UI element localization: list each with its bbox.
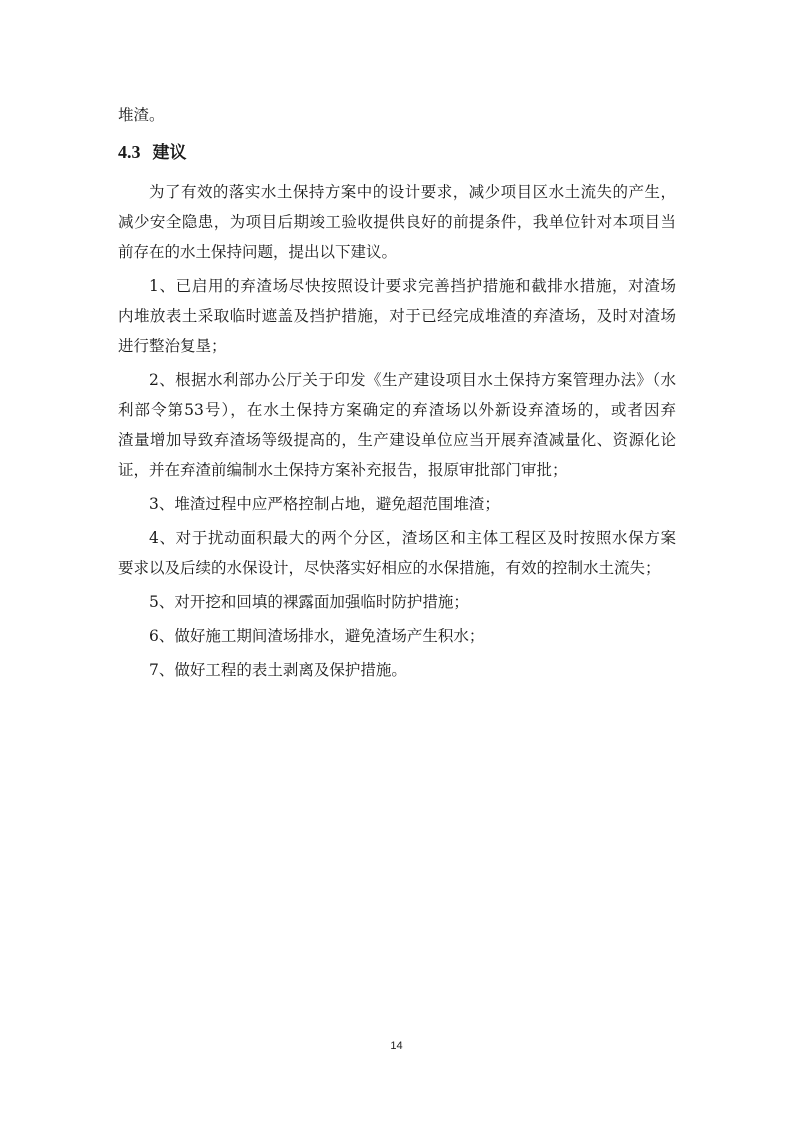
section-heading — [118, 138, 676, 167]
paragraph-line: 减少安全隐患，为项目后期竣工验收提供良好的前提条件，我单位针对本项目当 — [118, 213, 676, 231]
paragraph-line: 渣量增加导致弃渣场等级提高的，生产建设单位应当开展弃渣减量化、资源化论 — [118, 431, 676, 449]
paragraph-line: 前存在的水土保持问题，提出以下建议。 — [118, 243, 398, 261]
paragraph-line: 7、做好工程的表土剥离及保护措施。 — [149, 661, 407, 679]
paragraph-line: 5、对开挖和回填的裸露面加强临时防护措施； — [149, 593, 469, 611]
recommendation-item-7 — [118, 655, 676, 685]
recommendation-item-6 — [118, 621, 676, 651]
paragraph-line: 为了有效的落实水土保持方案中的设计要求，减少项目区水土流失的产生， — [149, 183, 676, 201]
continuation-text: 堆渣。 — [118, 106, 165, 124]
recommendation-item-2 — [118, 365, 676, 485]
recommendation-item-1 — [118, 271, 676, 361]
recommendation-item-4 — [118, 523, 676, 583]
paragraph-line: 2、根据水利部办公厅关于印发《生产建设项目水土保持方案管理办法》（水 — [149, 371, 676, 389]
paragraph-line: 6、做好施工期间渣场排水，避免渣场产生积水； — [149, 627, 485, 645]
paragraph-line: 证，并在弃渣前编制水土保持方案补充报告，报原审批部门审批； — [118, 461, 568, 479]
section-title: 建议 — [152, 143, 187, 163]
page-content — [118, 100, 676, 689]
paragraph-line: 3、堆渣过程中应严格控制占地，避免超范围堆渣； — [149, 495, 500, 513]
paragraph-line: 内堆放表土采取临时遮盖及挡护措施，对于已经完成堆渣的弃渣场，及时对渣场 — [118, 307, 676, 325]
paragraph-line: 进行整治复垦； — [118, 337, 227, 355]
recommendation-item-3 — [118, 489, 676, 519]
paragraph-line: 1、已启用的弃渣场尽快按照设计要求完善挡护措施和截排水措施，对渣场 — [149, 277, 676, 295]
paragraph-line: 利部令第53号），在水土保持方案确定的弃渣场以外新设弃渣场的，或者因弃 — [118, 401, 676, 419]
section-number: 4.3 — [118, 142, 141, 162]
intro-paragraph — [118, 177, 676, 267]
paragraph-line: 4、对于扰动面积最大的两个分区，渣场区和主体工程区及时按照水保方案 — [149, 529, 676, 547]
recommendation-item-5 — [118, 587, 676, 617]
paragraph-line: 要求以及后续的水保设计，尽快落实好相应的水保措施，有效的控制水土流失； — [118, 559, 661, 577]
page-number: 14 — [390, 1040, 403, 1052]
